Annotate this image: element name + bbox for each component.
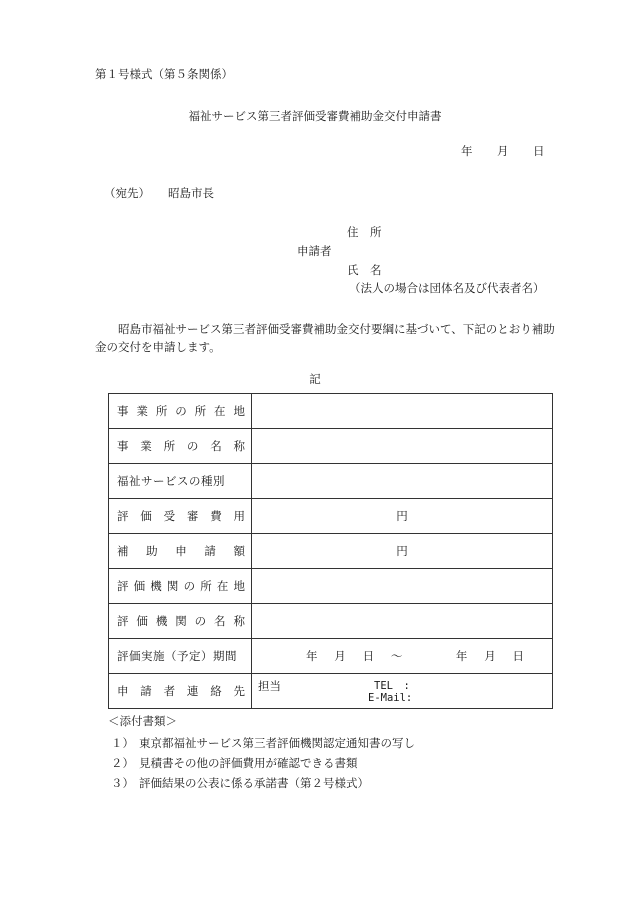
period-end-year: 年	[455, 649, 468, 663]
contact-field[interactable]	[252, 674, 553, 709]
subsidy-amount-text: 補 助 申 請 額	[117, 544, 245, 558]
attachment-text: 評価結果の公表に係る承諾書（第２号様式）	[139, 776, 369, 790]
eval-cost-field[interactable]	[252, 499, 553, 534]
subsidy-amount-field[interactable]	[252, 534, 553, 569]
table-row	[109, 674, 553, 709]
date-year-label: 年	[461, 144, 473, 158]
agency-name-field[interactable]	[252, 604, 553, 639]
applicant-name-label: 氏 名	[347, 263, 382, 277]
period-values	[252, 648, 552, 664]
addressee	[104, 185, 214, 201]
attachment-number: ３）	[111, 776, 134, 790]
eval-cost-text: 評 価 受 審 費 用	[117, 509, 245, 523]
office-address-text: 事 業 所 の 所 在 地	[117, 404, 245, 418]
table-row	[109, 464, 553, 499]
agency-name-text: 評 価 機 関 の 名 称	[117, 614, 245, 628]
agency-address-text: 評 価 機 関 の 所 在 地	[117, 579, 245, 593]
period-field[interactable]	[252, 639, 553, 674]
attachment-text: 東京都福祉サービス第三者評価機関認定通知書の写し	[139, 736, 415, 750]
addressee-prefix: （宛先）	[104, 186, 150, 200]
office-name-text: 事 業 所 の 名 称	[117, 439, 245, 453]
applicant-address-label: 住 所	[347, 225, 382, 239]
attachments-heading: ＜添付書類＞	[108, 714, 177, 728]
table-row	[109, 604, 553, 639]
period-text: 評価実施（予定）期間	[117, 649, 237, 663]
attachment-number: １）	[111, 736, 134, 750]
date-day-label: 日	[533, 144, 545, 158]
addressee-name: 昭島市長	[168, 186, 214, 200]
form-number: 第１号様式（第５条関係）	[95, 67, 233, 81]
document-title: 福祉サービス第三者評価受審費補助金交付申請書	[188, 109, 442, 123]
subsidy-amount-label	[109, 534, 252, 569]
period-end-month: 月	[484, 649, 496, 663]
attachment-item	[111, 775, 369, 791]
table-row	[109, 534, 553, 569]
period-start-year: 年	[306, 649, 318, 663]
service-type-text: 福祉サービスの種別	[117, 474, 225, 488]
body-paragraph: 昭島市福祉サービス第三者評価受審費補助金交付要綱に基づいて、下記のとおり補助金の交付を申請します。	[95, 322, 555, 354]
agency-address-label	[109, 569, 252, 604]
attachment-number: ２）	[111, 756, 134, 770]
table-row	[109, 499, 553, 534]
contact-text: 申 請 者 連 絡 先	[117, 684, 245, 698]
attachment-text: 見積書その他の評価費用が確認できる書類	[139, 756, 358, 770]
period-tilde: ～	[390, 649, 403, 663]
eval-cost-yen: 円	[396, 509, 408, 523]
period-end-day: 日	[512, 649, 524, 663]
contact-tel: TEL :	[374, 680, 410, 692]
attachment-item	[111, 755, 358, 771]
contact-tanto: 担当	[258, 679, 281, 693]
attachment-item	[111, 735, 415, 751]
service-type-label	[109, 464, 252, 499]
period-label	[109, 639, 252, 674]
table-row	[109, 394, 553, 429]
date-month-label: 月	[497, 144, 509, 158]
agency-address-field[interactable]	[252, 569, 553, 604]
period-start-day: 日	[362, 649, 375, 663]
table-row	[109, 569, 553, 604]
contact-email: E-Mail:	[368, 692, 413, 704]
eval-cost-label	[109, 499, 252, 534]
office-address-label	[109, 394, 252, 429]
applicant-note: （法人の場合は団体名及び代表者名）	[349, 281, 545, 295]
period-start-month: 月	[334, 649, 346, 663]
ki-heading: 記	[309, 372, 321, 386]
service-type-field[interactable]	[252, 464, 553, 499]
contact-label	[109, 674, 252, 709]
applicant-label: 申請者	[297, 244, 332, 258]
agency-name-label	[109, 604, 252, 639]
table-row	[109, 429, 553, 464]
subsidy-amount-yen: 円	[396, 544, 408, 558]
office-address-field[interactable]	[252, 394, 553, 429]
application-table	[108, 393, 553, 709]
office-name-label	[109, 429, 252, 464]
table-row	[109, 639, 553, 674]
office-name-field[interactable]	[252, 429, 553, 464]
